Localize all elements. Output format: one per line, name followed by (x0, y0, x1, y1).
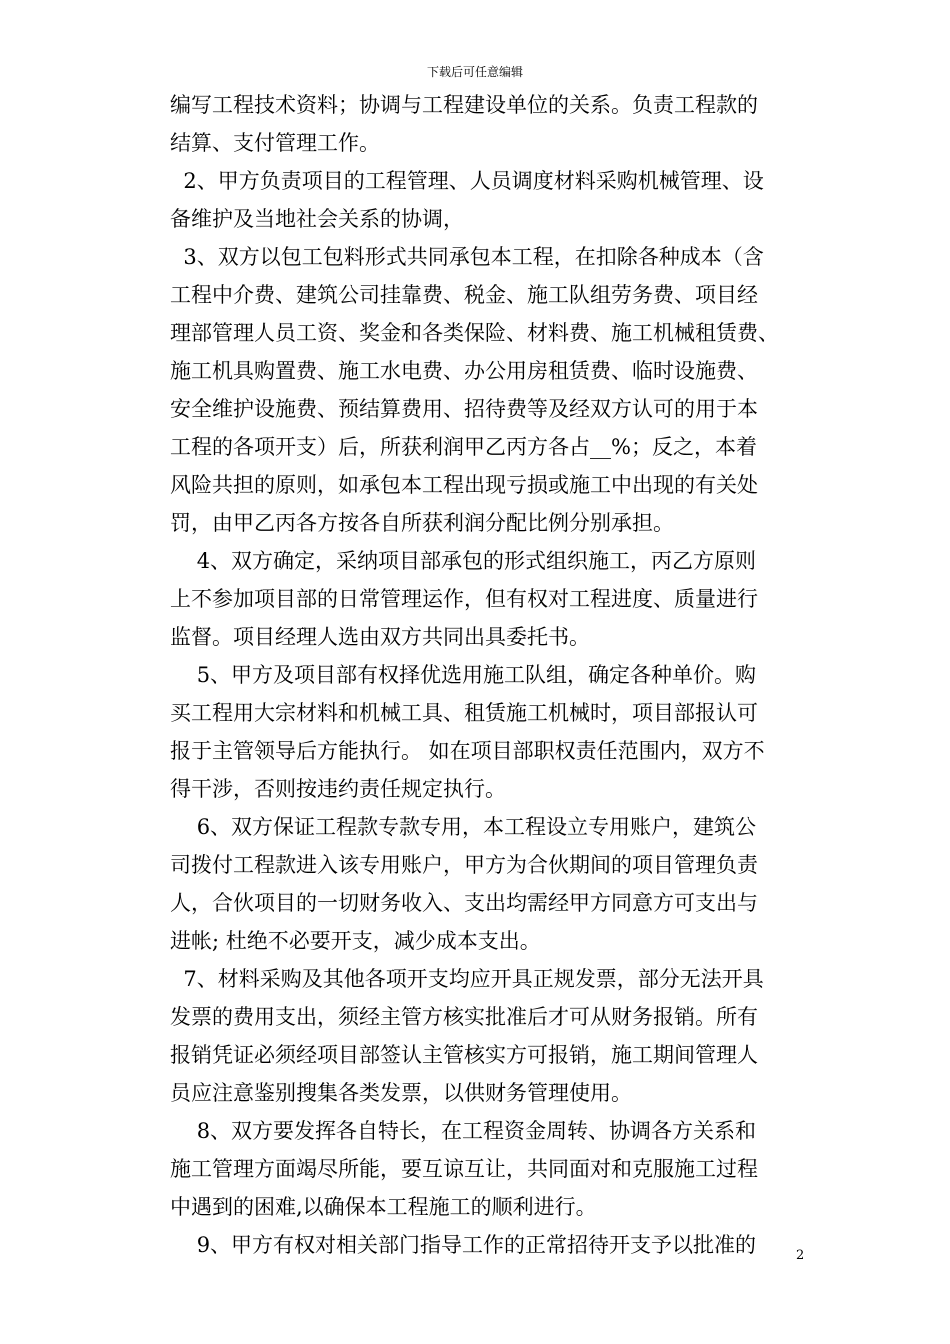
body-line: 9、甲方有权对相关部门指导工作的正常招待开支予以批准的 (170, 1233, 757, 1257)
body-line: 中遇到的困难,以确保本工程施工的顺利进行。 (170, 1195, 597, 1219)
body-line: 工程中介费、建筑公司挂靠费、税金、施工队组劳务费、项目经 (170, 283, 758, 307)
body-line: 买工程用大宗材料和机械工具、租赁施工机械时，项目部报认可 (170, 701, 758, 725)
body-line: 结算、支付管理工作。 (170, 131, 380, 155)
body-line: 安全维护设施费、预结算费用、招待费等及经双方认可的用于本 (170, 397, 758, 421)
page-number: 2 (796, 1248, 805, 1263)
body-line: 员应注意鉴别搜集各类发票，以供财务管理使用。 (170, 1081, 632, 1105)
body-line: 编写工程技术资料；协调与工程建设单位的关系。负责工程款的 (170, 93, 758, 117)
body-line: 工程的各项开支）后，所获利润甲乙丙方各占__%；反之，本着 (170, 435, 757, 459)
body-line: 7、材料采购及其他各项开支均应开具正规发票，部分无法开具 (170, 967, 764, 991)
body-line: 理部管理人员工资、奖金和各类保险、材料费、施工机械租赁费、 (170, 321, 779, 345)
body-line: 报销凭证必须经项目部签认主管核实方可报销，施工期间管理人 (170, 1043, 758, 1067)
body-line: 得干涉，否则按违约责任规定执行。 (170, 777, 506, 801)
body-line: 报于主管领导后方能执行。 如在项目部职权责任范围内，双方不 (170, 739, 765, 763)
body-line: 8、双方要发挥各自特长，在工程资金周转、协调各方关系和 (170, 1119, 757, 1143)
body-line: 备维护及当地社会关系的协调， (170, 207, 464, 231)
body-line: 人，合伙项目的一切财务收入、支出均需经甲方同意方可支出与 (170, 891, 758, 915)
body-line: 进帐; 杜绝不必要开支，减少成本支出。 (170, 929, 541, 953)
body-line: 5、甲方及项目部有权择优选用施工队组，确定各种单价。购 (170, 663, 757, 687)
body-line: 4、双方确定，采纳项目部承包的形式组织施工，丙乙方原则 (170, 549, 757, 573)
body-line: 3、双方以包工包料形式共同承包本工程，在扣除各种成本（含 (170, 245, 764, 269)
body-line: 发票的费用支出，须经主管方核实批准后才可从财务报销。所有 (170, 1005, 758, 1029)
body-line: 施工机具购置费、施工水电费、办公用房租赁费、临时设施费、 (170, 359, 758, 383)
body-line: 6、双方保证工程款专款专用，本工程设立专用账户，建筑公 (170, 815, 757, 839)
body-line: 上不参加项目部的日常管理运作，但有权对工程进度、质量进行 (170, 587, 758, 611)
body-line: 施工管理方面竭尽所能，要互谅互让，共同面对和克服施工过程 (170, 1157, 758, 1181)
body-line: 2、甲方负责项目的工程管理、人员调度材料采购机械管理、设 (170, 169, 764, 193)
page-header: 下载后可任意编辑 (426, 65, 523, 79)
body-line: 司拨付工程款进入该专用账户，甲方为合伙期间的项目管理负责 (170, 853, 758, 877)
body-line: 风险共担的原则，如承包本工程出现亏损或施工中出现的有关处 (170, 473, 758, 497)
body-line: 罚，由甲乙丙各方按各自所获利润分配比例分别承担。 (170, 511, 674, 535)
body-line: 监督。项目经理人选由双方共同出具委托书。 (170, 625, 590, 649)
